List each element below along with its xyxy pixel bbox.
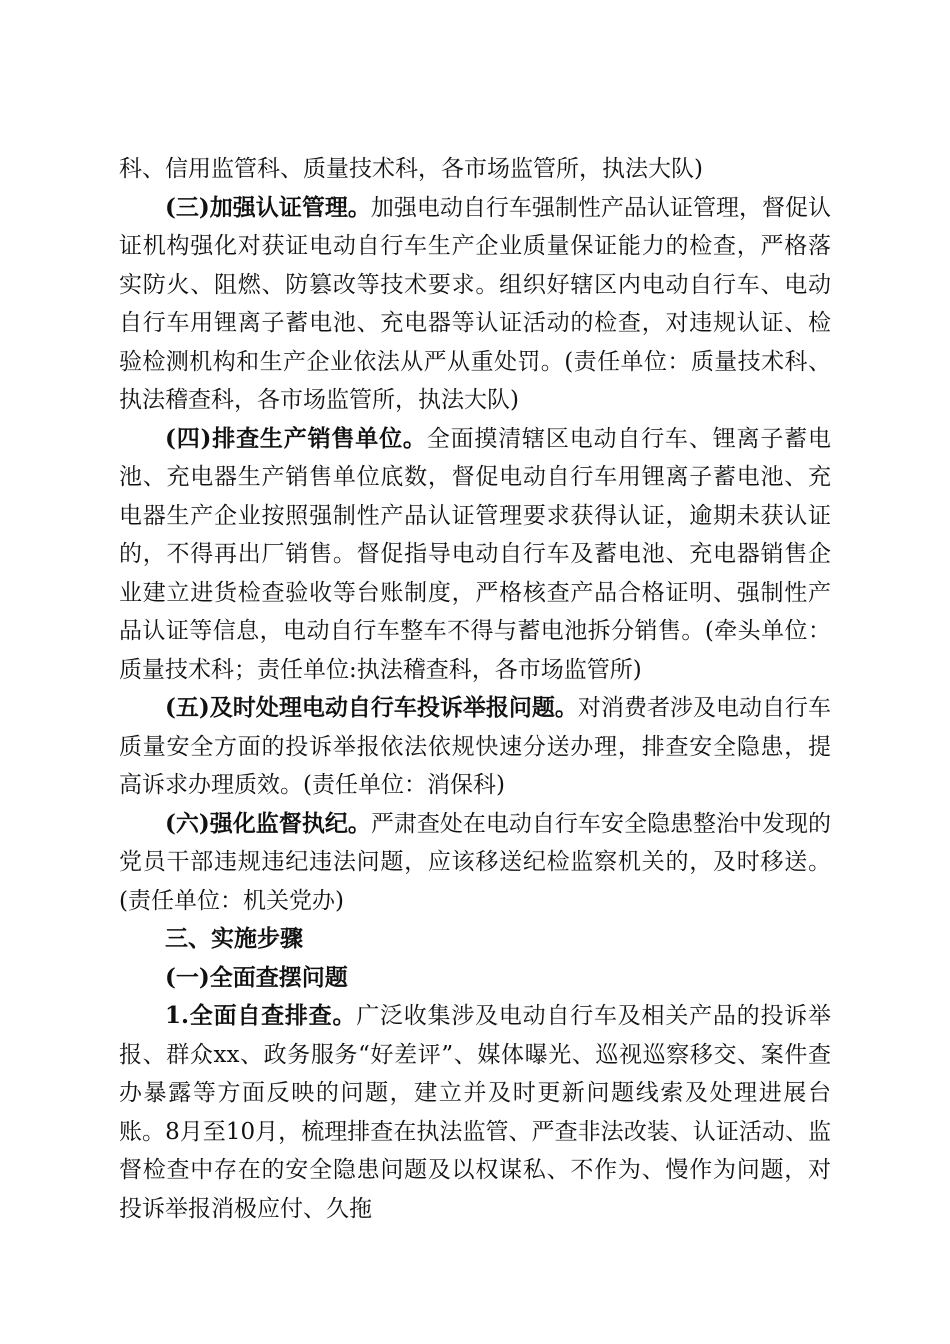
paragraph-continuation	[119, 150, 831, 189]
paragraph-heading: (六)强化监督执纪。	[165, 809, 371, 837]
item-heading: 1.全面自查排查。	[165, 1002, 357, 1029]
paragraph-complaints	[119, 689, 831, 805]
paragraph-discipline	[119, 805, 831, 921]
document-page	[119, 150, 831, 1228]
paragraph-body: 加强电动自行车强制性产品认证管理，督促认证机构强化对获证电动自行车生产企业质量保证能力的检查，严格落实防火、阻燃、防篡改等技术要求。组织好辖区内电动自行车、电动自行车用锂离子蓄电池、充电器等认证活动的检查，对违规认证、检验检测机构和生产企业依法从严从重处罚。(责任单位：质量技术科、执法稽查科，各市场监管所，执法大队)	[119, 194, 832, 413]
paragraph-body: 全面摸清辖区电动自行车、锂离子蓄电池、充电器生产销售单位底数，督促电动自行车用锂离子蓄电池、充电器生产企业按照强制性产品认证管理要求获得认证，逾期未获认证的，不得再出厂销售。督促指导电动自行车及蓄电池、充电器销售企业建立进货检查验收等台账制度，严格核查产品合格证明、强制性产品认证等信息，电动自行车整车不得与蓄电池拆分销售。(牵头单位：质量技术科；责任单位:执法稽查科，各市场监管所)	[119, 425, 832, 683]
paragraph-heading: (五)及时处理电动自行车投诉举报问题。	[165, 694, 578, 721]
paragraph-certification	[119, 189, 831, 420]
paragraph-body: 对消费者涉及电动自行车质量安全方面的投诉举报依法依规快速分送办理，排查安全隐患，提高诉求办理质效。(责任单位：消保科)	[119, 695, 832, 798]
paragraph-self-inspection	[119, 997, 831, 1228]
paragraph-body: 科、信用监管科、质量技术科，各市场监管所，执法大队)	[119, 156, 703, 182]
paragraph-heading: (四)排查生产销售单位。	[165, 424, 427, 452]
paragraph-body: 严肃查处在电动自行车安全隐患整治中发现的党员干部违规违纪违法问题，应该移送纪检监察机关的，及时移送。(责任单位：机关党办)	[119, 810, 832, 914]
item-body: 广泛收集涉及电动自行车及相关产品的投诉举报、群众xx、政务服务“好差评”、媒体曝光、巡视巡察移交、案件查办暴露等方面反映的问题，建立并及时更新问题线索及处理进展台账。8月至10月，梳理排查在执法监管、严查非法改装、认证活动、监督检查中存在的安全隐患问题及以权谋私、不作为、慢作为问题，对投诉举报消极应付、久拖	[119, 1003, 832, 1222]
sub-heading: (一)全面查摆问题	[165, 963, 348, 991]
paragraph-heading: (三)加强认证管理。	[165, 193, 371, 221]
section-heading: 三、实施步骤	[165, 925, 303, 952]
paragraph-production-sales	[119, 420, 831, 690]
